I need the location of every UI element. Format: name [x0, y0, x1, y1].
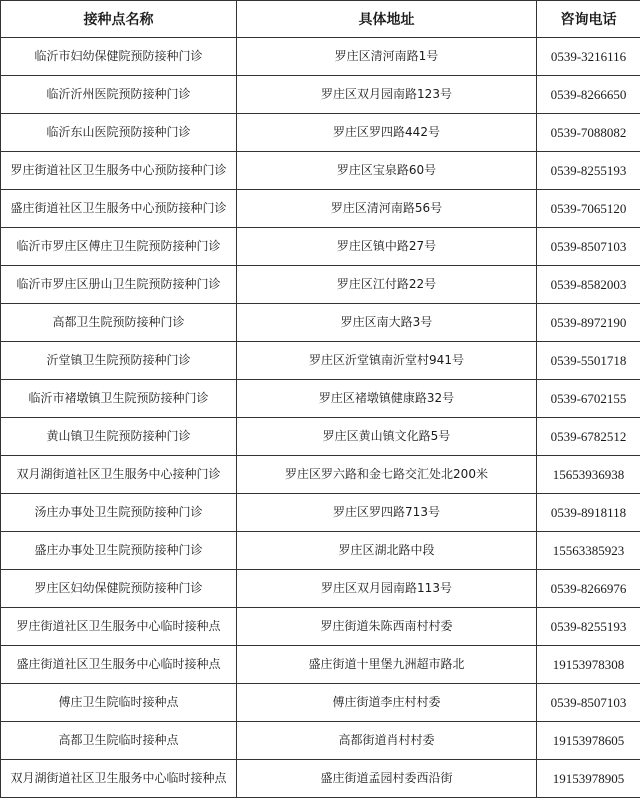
- site-name-cell: 临沂市罗庄区册山卫生院预防接种门诊: [1, 266, 237, 304]
- phone-cell: 0539-6782512: [537, 418, 640, 456]
- table-row: [1, 494, 640, 532]
- phone-cell: 19153978905: [537, 760, 640, 798]
- site-name-cell: 罗庄街道社区卫生服务中心预防接种门诊: [1, 152, 237, 190]
- address-cell: 罗庄区清河南路1号: [237, 38, 537, 76]
- address-cell: 罗庄区镇中路27号: [237, 228, 537, 266]
- phone-cell: 0539-8918118: [537, 494, 640, 532]
- address-cell: 罗庄区清河南路56号: [237, 190, 537, 228]
- phone-cell: 15653936938: [537, 456, 640, 494]
- site-name-cell: 傅庄卫生院临时接种点: [1, 684, 237, 722]
- table-row: [1, 646, 640, 684]
- address-cell: 罗庄区湖北路中段: [237, 532, 537, 570]
- phone-cell: 0539-3216116: [537, 38, 640, 76]
- phone-cell: 0539-8582003: [537, 266, 640, 304]
- site-name-cell: 高都卫生院临时接种点: [1, 722, 237, 760]
- table-row: [1, 114, 640, 152]
- phone-cell: 0539-8507103: [537, 228, 640, 266]
- site-name-cell: 双月湖街道社区卫生服务中心接种门诊: [1, 456, 237, 494]
- address-cell: 盛庄街道孟园村委西沿街: [237, 760, 537, 798]
- phone-cell: 0539-8266650: [537, 76, 640, 114]
- phone-cell: 15563385923: [537, 532, 640, 570]
- phone-cell: 0539-8255193: [537, 608, 640, 646]
- table-row: [1, 380, 640, 418]
- site-name-cell: 临沂市褚墩镇卫生院预防接种门诊: [1, 380, 237, 418]
- address-cell: 罗庄区南大路3号: [237, 304, 537, 342]
- table-row: [1, 722, 640, 760]
- phone-cell: 19153978308: [537, 646, 640, 684]
- phone-cell: 0539-8266976: [537, 570, 640, 608]
- table-row: [1, 418, 640, 456]
- phone-cell: 0539-8255193: [537, 152, 640, 190]
- address-cell: 傅庄街道李庄村村委: [237, 684, 537, 722]
- table-row: [1, 342, 640, 380]
- site-name-cell: 罗庄街道社区卫生服务中心临时接种点: [1, 608, 237, 646]
- table-row: [1, 532, 640, 570]
- header-address: 具体地址: [237, 1, 537, 38]
- phone-cell: 0539-6702155: [537, 380, 640, 418]
- phone-cell: 0539-7088082: [537, 114, 640, 152]
- table-row: [1, 266, 640, 304]
- table-row: [1, 38, 640, 76]
- site-name-cell: 临沂市妇幼保健院预防接种门诊: [1, 38, 237, 76]
- address-cell: 罗庄区罗四路713号: [237, 494, 537, 532]
- address-cell: 罗庄区沂堂镇南沂堂村941号: [237, 342, 537, 380]
- address-cell: 罗庄区罗六路和金七路交汇处北200米: [237, 456, 537, 494]
- phone-cell: 0539-5501718: [537, 342, 640, 380]
- address-cell: 罗庄区褚墩镇健康路32号: [237, 380, 537, 418]
- address-cell: 罗庄区双月园南路123号: [237, 76, 537, 114]
- site-name-cell: 黄山镇卫生院预防接种门诊: [1, 418, 237, 456]
- phone-cell: 0539-8972190: [537, 304, 640, 342]
- table-header: [1, 1, 640, 38]
- site-name-cell: 沂堂镇卫生院预防接种门诊: [1, 342, 237, 380]
- table-row: [1, 152, 640, 190]
- table-row: [1, 190, 640, 228]
- table-row: [1, 228, 640, 266]
- header-row: [1, 1, 640, 38]
- phone-cell: 19153978605: [537, 722, 640, 760]
- phone-cell: 0539-7065120: [537, 190, 640, 228]
- address-cell: 高都街道肖村村委: [237, 722, 537, 760]
- site-name-cell: 临沂市罗庄区傅庄卫生院预防接种门诊: [1, 228, 237, 266]
- site-name-cell: 临沂沂州医院预防接种门诊: [1, 76, 237, 114]
- table-row: [1, 76, 640, 114]
- address-cell: 罗庄区宝泉路60号: [237, 152, 537, 190]
- header-phone: 咨询电话: [537, 1, 640, 38]
- address-cell: 罗庄区江付路22号: [237, 266, 537, 304]
- site-name-cell: 盛庄街道社区卫生服务中心临时接种点: [1, 646, 237, 684]
- site-name-cell: 汤庄办事处卫生院预防接种门诊: [1, 494, 237, 532]
- site-name-cell: 双月湖街道社区卫生服务中心临时接种点: [1, 760, 237, 798]
- address-cell: 罗庄区双月园南路113号: [237, 570, 537, 608]
- site-name-cell: 罗庄区妇幼保健院预防接种门诊: [1, 570, 237, 608]
- table-row: [1, 760, 640, 798]
- table-row: [1, 684, 640, 722]
- site-name-cell: 盛庄街道社区卫生服务中心预防接种门诊: [1, 190, 237, 228]
- address-cell: 盛庄街道十里堡九洲超市路北: [237, 646, 537, 684]
- phone-cell: 0539-8507103: [537, 684, 640, 722]
- table-row: [1, 456, 640, 494]
- table-row: [1, 304, 640, 342]
- table-row: [1, 608, 640, 646]
- address-cell: 罗庄街道朱陈西南村村委: [237, 608, 537, 646]
- table-body: [1, 38, 640, 798]
- address-cell: 罗庄区罗四路442号: [237, 114, 537, 152]
- header-site-name: 接种点名称: [1, 1, 237, 38]
- address-cell: 罗庄区黄山镇文化路5号: [237, 418, 537, 456]
- table-row: [1, 570, 640, 608]
- site-name-cell: 高都卫生院预防接种门诊: [1, 304, 237, 342]
- site-name-cell: 临沂东山医院预防接种门诊: [1, 114, 237, 152]
- site-name-cell: 盛庄办事处卫生院预防接种门诊: [1, 532, 237, 570]
